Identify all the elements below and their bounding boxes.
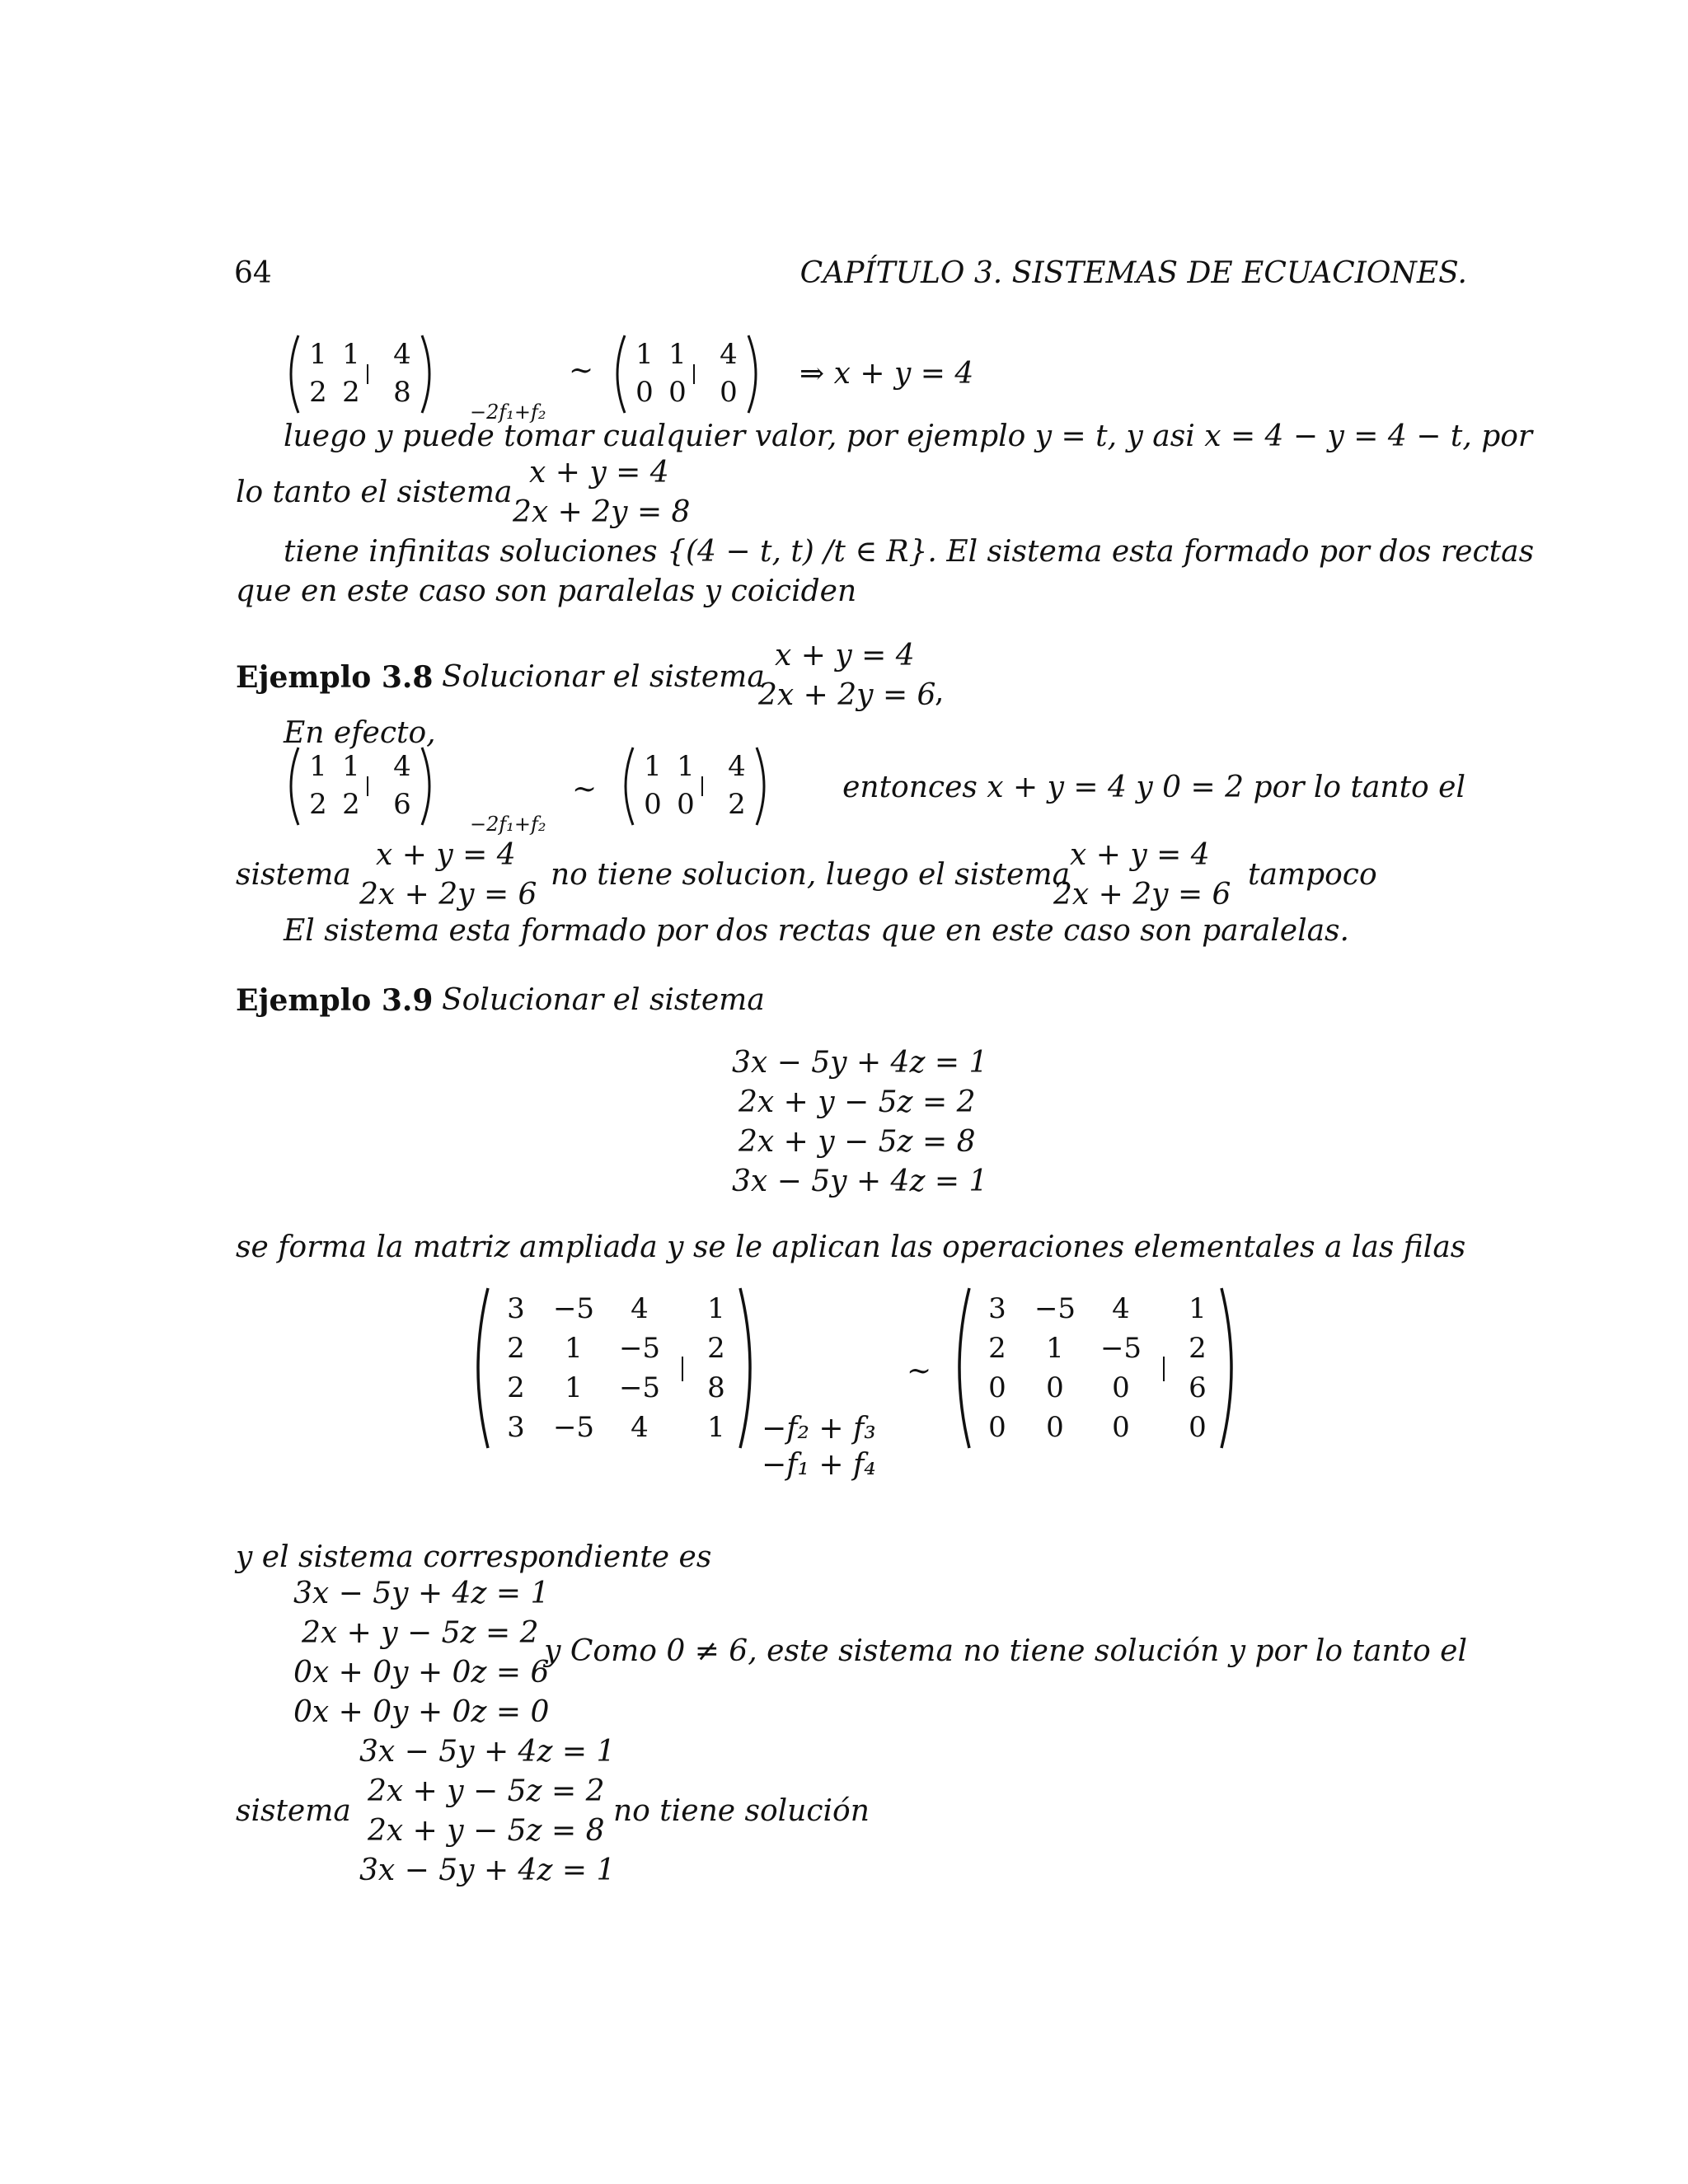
matrix-cell: 4 [393, 338, 411, 372]
matrix-cell: 1 [644, 750, 662, 784]
augment-separator [367, 364, 368, 384]
matrix-cell: 1 [635, 338, 654, 372]
matrix-cell: 1 [677, 750, 695, 784]
equation: 0x + 0y + 0z = 0 [293, 1695, 550, 1729]
right-paren-icon [753, 745, 775, 827]
equation: x + y = 4 [775, 639, 915, 673]
matrix-cell: 2 [1189, 1332, 1207, 1365]
matrix-cell: 4 [631, 1411, 649, 1444]
page-number: 64 [234, 256, 272, 290]
matrix-cell: −5 [552, 1411, 595, 1444]
matrix-cell: 4 [1112, 1292, 1130, 1325]
equation: 0x + 0y + 0z = 6 [293, 1656, 550, 1690]
matrix-cell: 2 [507, 1371, 525, 1404]
augment-separator [693, 364, 695, 384]
matrix-cell: 4 [631, 1292, 649, 1325]
left-paren-icon [280, 745, 302, 827]
matrix-cell: 2 [507, 1332, 525, 1365]
paragraph-line: y Como 0 ≠ 6, este sistema no tiene solución y por lo tanto el [544, 1634, 1467, 1668]
paragraph-line: lo tanto el sistema [236, 476, 513, 509]
matrix-cell: −5 [618, 1332, 661, 1365]
reduced-matrix [607, 333, 767, 415]
example-label: Ejemplo 3.9 [236, 983, 434, 1018]
matrix-cell: 8 [707, 1371, 725, 1404]
paragraph-line: sistema [236, 858, 351, 892]
matrix-cell: 1 [668, 338, 687, 372]
matrix-cell: 1 [309, 750, 327, 784]
equation: 3x − 5y + 4z = 1 [359, 1854, 616, 1887]
paragraph-line: tampoco [1248, 858, 1377, 892]
equation: 2x + y − 5z = 8 [368, 1814, 605, 1848]
matrix-cell: 1 [342, 750, 360, 784]
implication: ⇒ x + y = 4 [799, 357, 974, 391]
row-operation: −f₂ + f₃ [762, 1412, 876, 1446]
equation: x + y = 4 [1070, 838, 1210, 872]
matrix-cell: −5 [1100, 1332, 1142, 1365]
matrix-cell: 2 [342, 788, 360, 821]
matrix-cell: 1 [707, 1411, 725, 1444]
left-paren-icon [280, 333, 302, 415]
augmented-matrix [280, 745, 440, 827]
row-operation: −2f₁+f₂ [470, 401, 546, 424]
matrix-cell: 1 [342, 338, 360, 372]
matrix-cell: 4 [728, 750, 746, 784]
matrix-cell: 0 [1189, 1411, 1207, 1444]
equation: 2x + y − 5z = 8 [738, 1125, 976, 1159]
equation: 2x + 2y = 8 [513, 495, 691, 529]
matrix-cell: 4 [720, 338, 738, 372]
right-paren-icon [1218, 1286, 1243, 1451]
equivalence-symbol: ∼ [572, 772, 598, 806]
row-operation: −2f₁+f₂ [470, 813, 546, 836]
matrix-cell: −5 [552, 1292, 595, 1325]
equation: 3x − 5y + 4z = 1 [732, 1165, 988, 1198]
paragraph-line: se forma la matriz ampliada y se le aplican las operaciones elementales a las filas [236, 1230, 1466, 1264]
matrix-cell: −5 [618, 1371, 661, 1404]
punctuation: , [935, 675, 945, 709]
row-operation: −f₁ + f₄ [762, 1448, 876, 1482]
augmented-matrix-4x4 [467, 1286, 762, 1451]
matrix-cell: 1 [707, 1292, 725, 1325]
equation: x + y = 4 [376, 838, 516, 872]
paragraph-line: entonces x + y = 4 y 0 = 2 por lo tanto el [842, 771, 1465, 804]
reduced-matrix [615, 745, 775, 827]
reduced-matrix-4x4 [948, 1286, 1243, 1451]
matrix-cell: 6 [1189, 1371, 1207, 1404]
left-paren-icon [615, 745, 636, 827]
equation: 2x + 2y = 6 [758, 678, 936, 712]
matrix-cell: 1 [309, 338, 327, 372]
paragraph-line: sistema [236, 1794, 351, 1828]
matrix-cell: 1 [1046, 1332, 1064, 1365]
running-header: CAPÍTULO 3. SISTEMAS DE ECUACIONES. [799, 256, 1467, 290]
left-paren-icon [607, 333, 628, 415]
augment-separator [1163, 1357, 1165, 1381]
paragraph-line: y el sistema correspondiente es [236, 1540, 712, 1574]
paragraph-line: tiene infinitas soluciones {(4 − t, t) /t ∈ R}. El sistema esta formado por dos rectas [284, 535, 1535, 569]
matrix-cell: 0 [1046, 1371, 1064, 1404]
matrix-cell: 4 [393, 750, 411, 784]
matrix-cell: 1 [565, 1332, 583, 1365]
matrix-cell: 2 [728, 788, 746, 821]
equation: 2x + y − 5z = 2 [738, 1085, 976, 1119]
example-intro: Solucionar el sistema [442, 983, 765, 1017]
matrix-cell: 0 [720, 376, 738, 409]
equation: 3x − 5y + 4z = 1 [293, 1577, 550, 1610]
equation: x + y = 4 [529, 456, 669, 490]
equation: 3x − 5y + 4z = 1 [359, 1735, 616, 1769]
left-paren-icon [948, 1286, 973, 1451]
paragraph-line: que en este caso son paralelas y coiciden [236, 574, 857, 608]
matrix-cell: 3 [507, 1411, 525, 1444]
matrix-cell: 8 [393, 376, 411, 409]
right-paren-icon [419, 333, 440, 415]
augment-separator [367, 776, 368, 796]
right-paren-icon [419, 745, 440, 827]
matrix-cell: 2 [309, 376, 327, 409]
matrix-cell: 0 [1046, 1411, 1064, 1444]
matrix-cell: 2 [309, 788, 327, 821]
matrix-cell: 1 [565, 1371, 583, 1404]
matrix-cell: 0 [1112, 1371, 1130, 1404]
equivalence-symbol: ∼ [569, 354, 594, 387]
right-paren-icon [737, 1286, 762, 1451]
matrix-cell: 1 [1189, 1292, 1207, 1325]
paragraph-line: En efecto, [284, 716, 436, 750]
matrix-cell: 0 [1112, 1411, 1130, 1444]
equation: 2x + 2y = 6 [1053, 878, 1231, 912]
matrix-cell: 3 [507, 1292, 525, 1325]
matrix-cell: 0 [668, 376, 687, 409]
equation: 2x + y − 5z = 2 [368, 1774, 605, 1808]
matrix-cell: 2 [707, 1332, 725, 1365]
matrix-cell: 6 [393, 788, 411, 821]
matrix-cell: 2 [988, 1332, 1006, 1365]
matrix-cell: 0 [677, 788, 695, 821]
equivalence-symbol: ∼ [907, 1354, 932, 1388]
equation: 2x + y − 5z = 2 [302, 1616, 539, 1650]
left-paren-icon [467, 1286, 491, 1451]
matrix-cell: 0 [635, 376, 654, 409]
paragraph-line: luego y puede tomar cualquier valor, por ejemplo y = t, y asi x = 4 − y = 4 − t, por [284, 419, 1533, 453]
matrix-cell: 0 [644, 788, 662, 821]
matrix-cell: 3 [988, 1292, 1006, 1325]
example-label: Ejemplo 3.8 [236, 660, 434, 695]
augment-separator [682, 1357, 683, 1381]
paragraph-line: no tiene solucion, luego el sistema [551, 858, 1071, 892]
matrix-cell: 2 [342, 376, 360, 409]
equation: 3x − 5y + 4z = 1 [732, 1046, 988, 1080]
matrix-cell: 0 [988, 1371, 1006, 1404]
example-intro: Solucionar el sistema [442, 660, 765, 694]
right-paren-icon [745, 333, 767, 415]
paragraph-line: no tiene solución [613, 1794, 870, 1828]
augment-separator [701, 776, 703, 796]
matrix-cell: −5 [1034, 1292, 1076, 1325]
paragraph-line: El sistema esta formado por dos rectas que en este caso son paralelas. [284, 914, 1349, 948]
equation: 2x + 2y = 6 [359, 878, 537, 912]
augmented-matrix [280, 333, 440, 415]
matrix-cell: 0 [988, 1411, 1006, 1444]
